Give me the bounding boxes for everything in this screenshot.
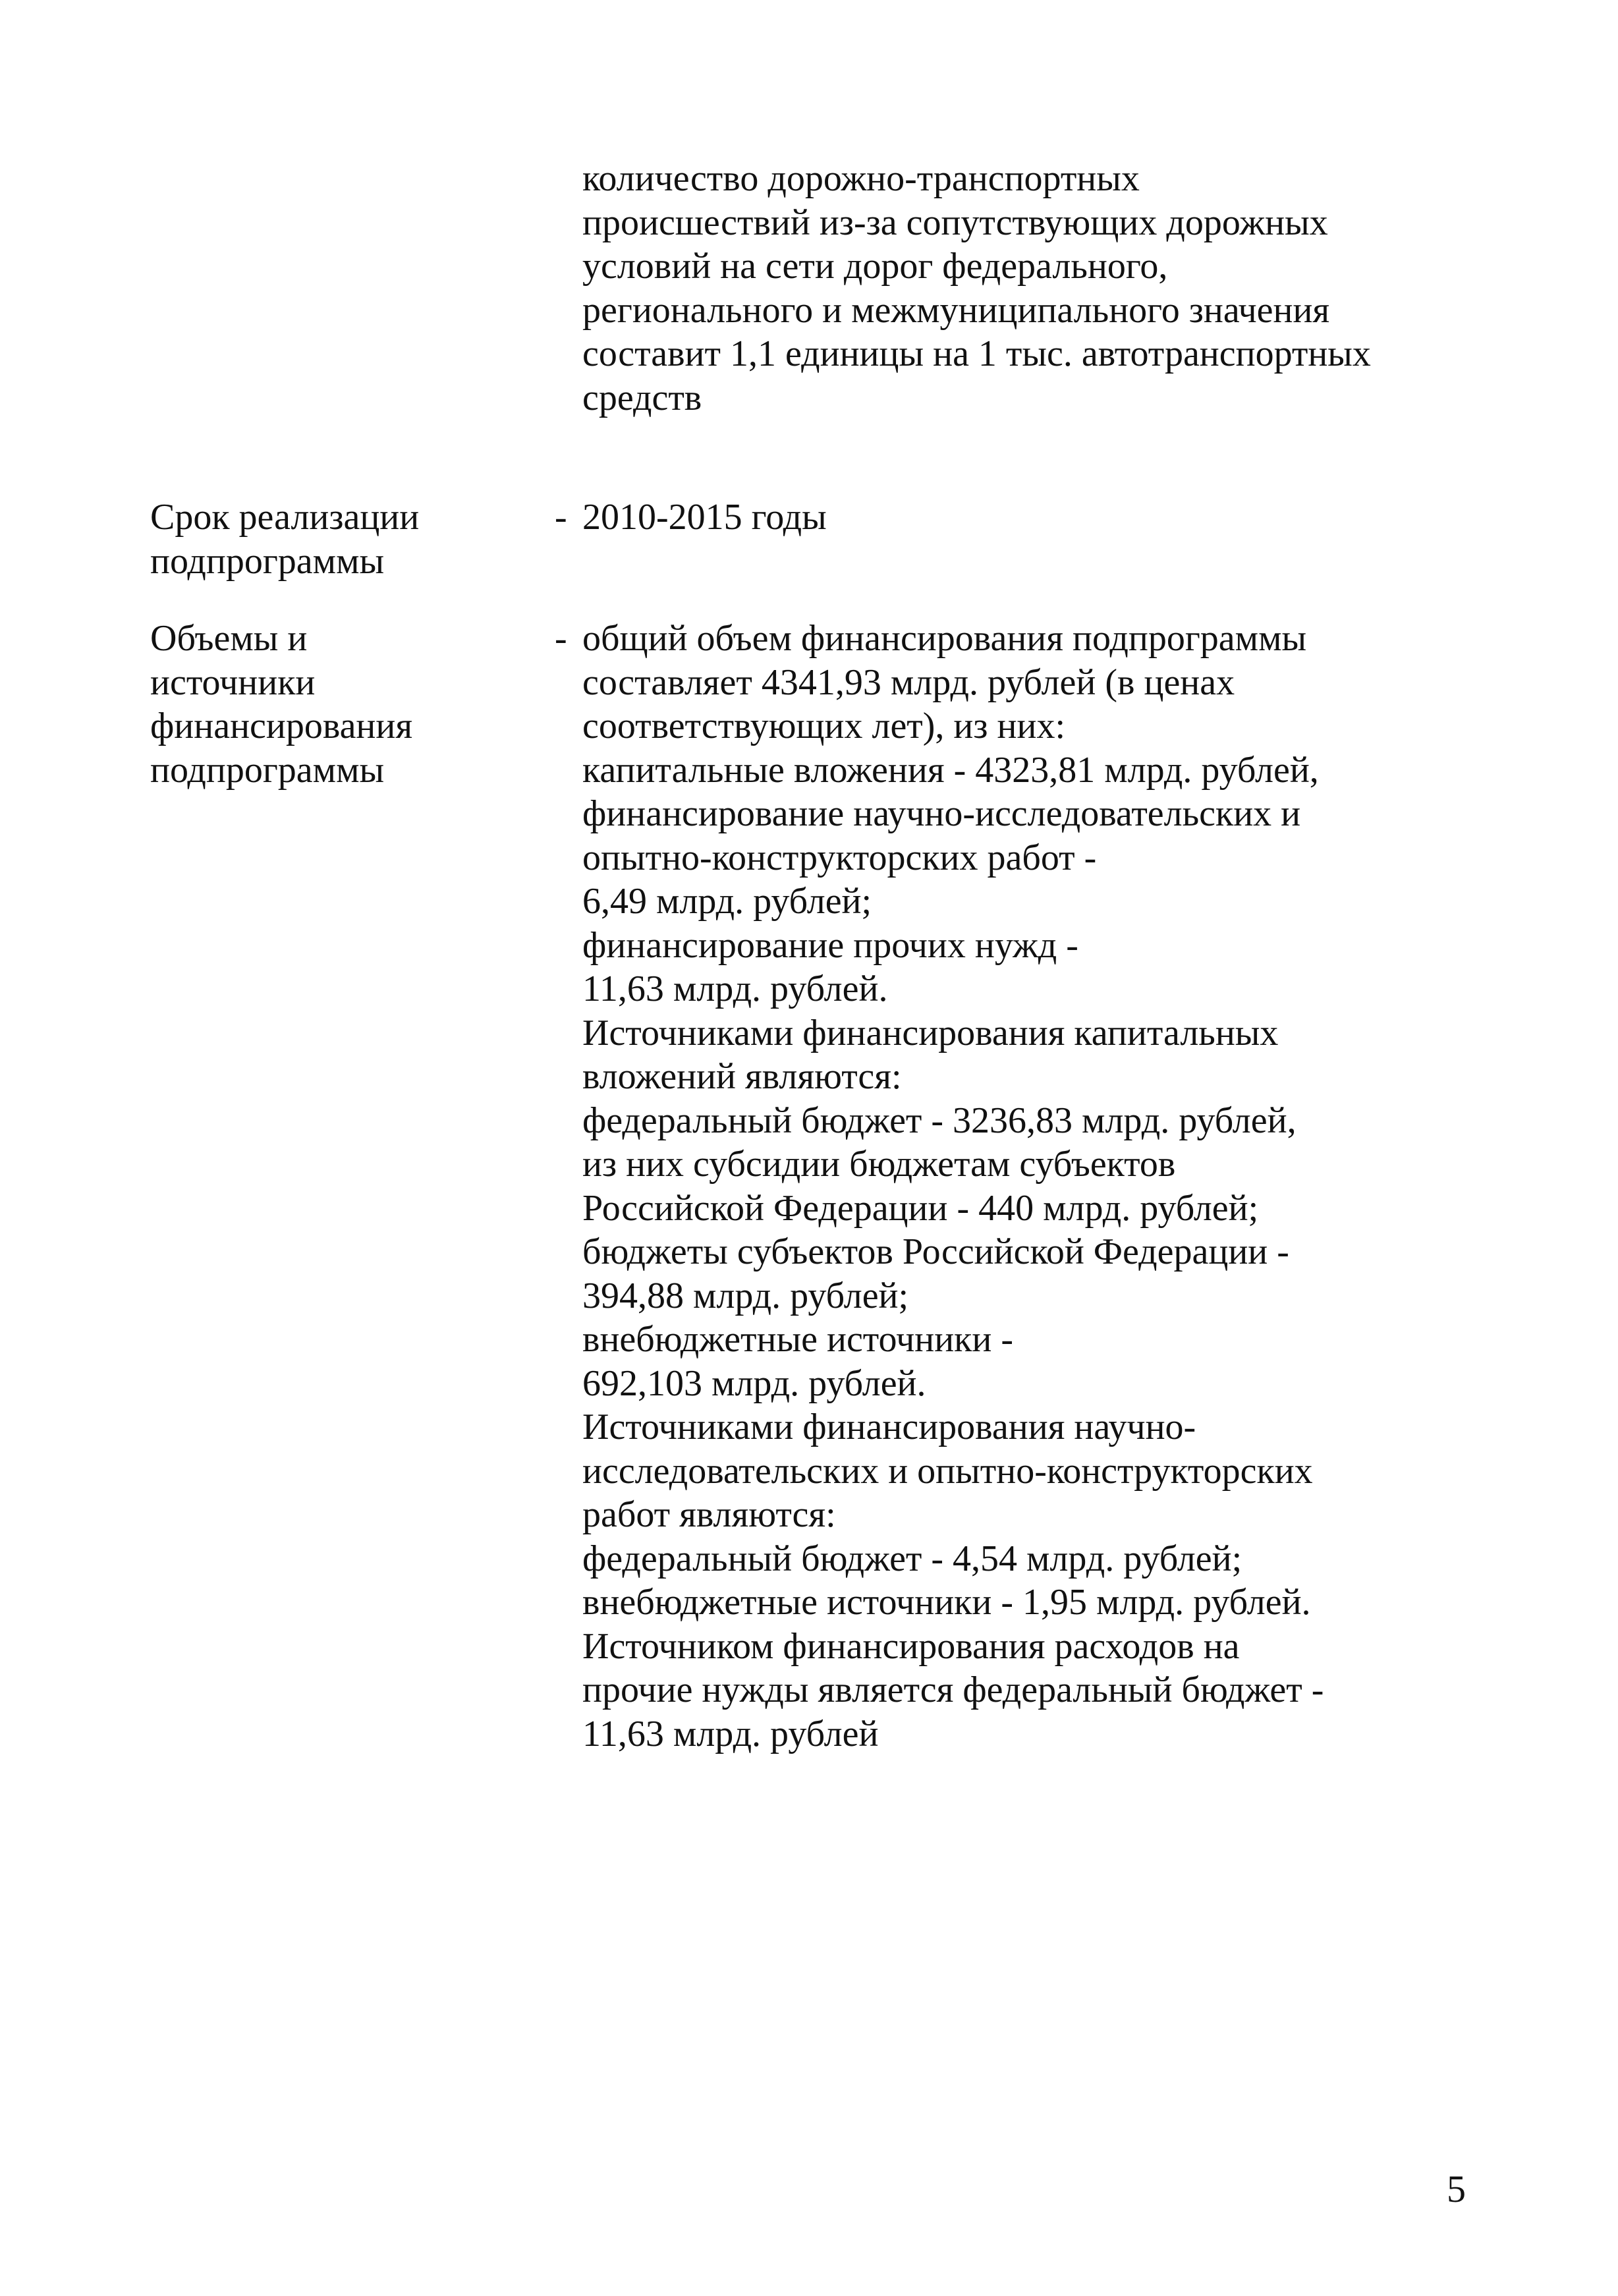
value-line: 11,63 млрд. рублей [582, 1713, 879, 1754]
row-label [150, 617, 519, 792]
row-label [150, 495, 519, 583]
continuation-text [582, 157, 1439, 420]
value-line: исследовательских и опытно-конструкторских [582, 1450, 1313, 1492]
value-line: Источниками финансирования научно- [582, 1407, 1196, 1447]
value-line: федеральный бюджет - 4,54 млрд. рублей; [582, 1538, 1242, 1579]
value-line: прочие нужды является федеральный бюджет - [582, 1669, 1324, 1710]
row-dash: - [555, 618, 567, 659]
value-line: соответствующих лет), из них: [582, 706, 1066, 746]
value-line: 394,88 млрд. рублей; [582, 1275, 909, 1316]
text-line: составит 1,1 единицы на 1 тыс. автотранспортных [582, 333, 1371, 374]
row-value [582, 617, 1459, 1756]
row-dash: - [555, 497, 567, 538]
label-line: Объемы и [150, 618, 308, 659]
row-value [582, 495, 1459, 540]
text-line: средств [582, 377, 702, 418]
value-line: из них субсидии бюджетам субъектов [582, 1144, 1176, 1185]
value-line: Российской Федерации - 440 млрд. рублей; [582, 1187, 1259, 1229]
value-line: капитальные вложения - 4323,81 млрд. рублей, [582, 749, 1319, 791]
text-line: количество дорожно-транспортных [582, 158, 1140, 199]
value-line: бюджеты субъектов Российской Федерации - [582, 1231, 1289, 1272]
label-line: подпрограммы [150, 749, 385, 791]
text-line: условий на сети дорог федерального, [582, 246, 1168, 287]
value-line: финансирование прочих нужд - [582, 924, 1078, 966]
label-line: Срок реализации [150, 497, 420, 538]
value-line: Источником финансирования расходов на [582, 1625, 1240, 1667]
value-line: работ являются: [582, 1494, 836, 1535]
value-line: опытно-конструкторских работ - [582, 837, 1097, 878]
value-line: общий объем финансирования подпрограммы [582, 618, 1307, 659]
value-line: вложений являются: [582, 1056, 902, 1097]
label-line: подпрограммы [150, 540, 385, 582]
value-line: внебюджетные источники - [582, 1319, 1014, 1360]
value-line: финансирование научно-исследовательских и [582, 793, 1301, 834]
value-line: 692,103 млрд. рублей. [582, 1362, 926, 1404]
text-line: происшествий из-за сопутствующих дорожных [582, 202, 1328, 243]
label-line: источники [150, 661, 316, 703]
value-line: внебюджетные источники - 1,95 млрд. рублей. [582, 1582, 1311, 1623]
text-line: регионального и межмуниципального значения [582, 289, 1330, 331]
value-line: Источниками финансирования капитальных [582, 1012, 1279, 1053]
value-line: 2010-2015 годы [582, 497, 827, 538]
value-line: 6,49 млрд. рублей; [582, 881, 872, 922]
page-number: 5 [1447, 2168, 1466, 2210]
value-line: составляет 4341,93 млрд. рублей (в ценах [582, 661, 1235, 703]
value-line: федеральный бюджет - 3236,83 млрд. рублей, [582, 1100, 1297, 1141]
value-line: 11,63 млрд. рублей. [582, 968, 888, 1009]
label-line: финансирования [150, 706, 413, 746]
